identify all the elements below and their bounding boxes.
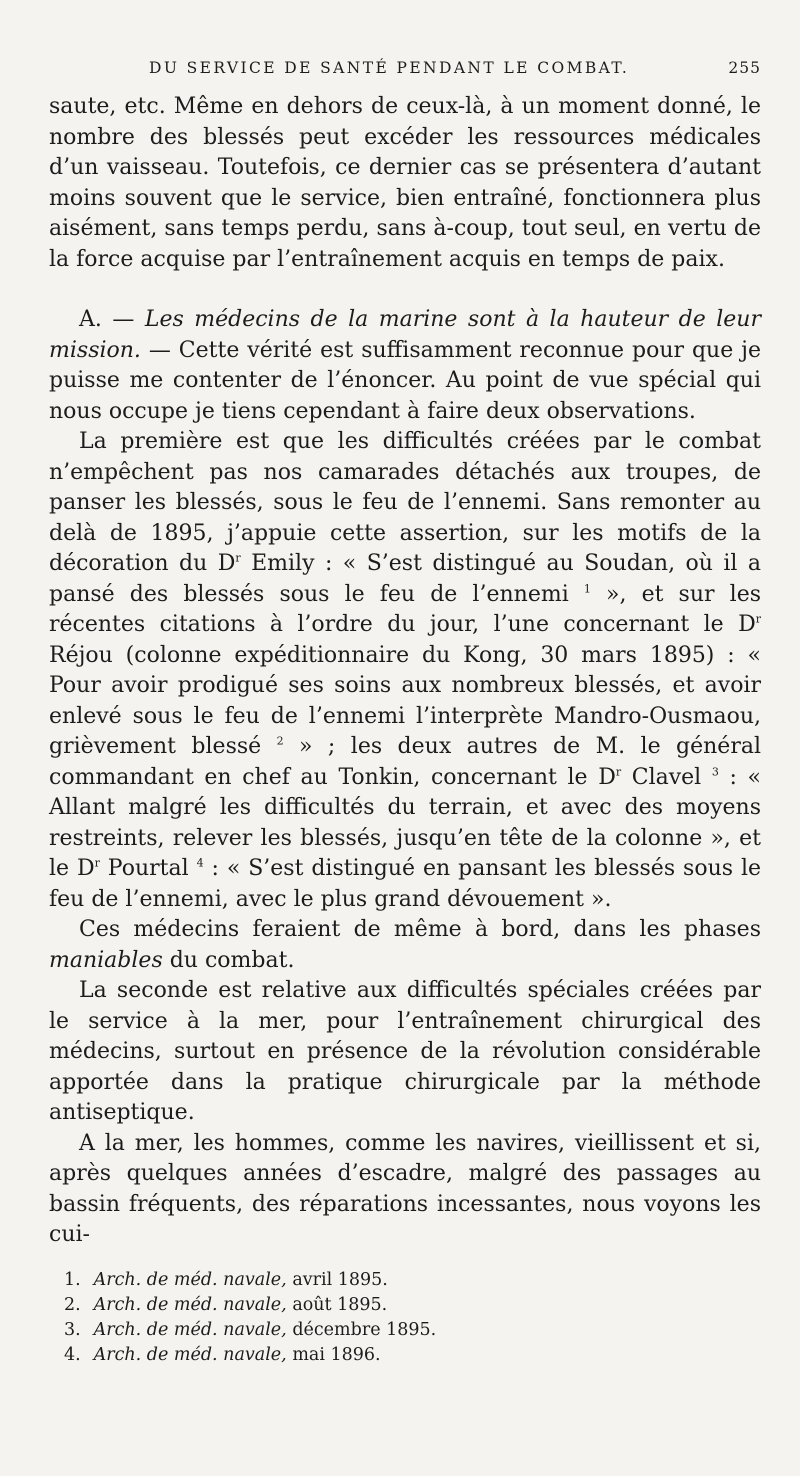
page [49,58,761,1251]
page-number: 255 [728,59,761,77]
paragraph: Ces médecins feraient de même à bord, dans les phases maniables du combat. [49,917,761,973]
footnote-ref: 3 [711,765,719,779]
running-head [49,58,761,78]
footnote: 2. Arch. de méd. navale, août 1895. [64,1295,388,1315]
section-paragraph: A. — Les médecins de la marine sont à la hauteur de leur mission. — Cette vérité est suffisamment reconnue pour que je puisse me contenter de l’énoncer. Au point de vue spécial qui nous occupe je tiens cependant à faire deux observations. [49,307,761,424]
section-label: A. — [79,307,145,332]
footnote-ref: 1 [583,582,591,596]
footnote: 1. Arch. de méd. navale, avril 1895. [64,1270,388,1290]
footnote: 4. Arch. de méd. navale, mai 1896. [64,1345,381,1365]
paragraph: La seconde est relative aux difficultés spéciales créées par le service à la mer, pour l’entraînement chirurgical des médecins, surtout en présence de la révolution considérable apportée dans la pratique chirurgicale par la méthode antiseptique. [49,978,761,1125]
footnote: 3. Arch. de méd. navale, décembre 1895. [64,1320,437,1340]
footnote-ref: 4 [196,856,204,870]
paragraph: La première est que les difficultés créées par le combat n’empêchent pas nos camarades détachés aux troupes, de panser les blessés, sous le feu de l’ennemi. Sans remonter au delà de 1895, j’appuie cette assertion, sur les motifs de la décoration du $D^r$ Emily : « S’est distingué au Soudan, où il a pansé des blessés sous le feu de l’ennemi $^1$ », et sur les récentes citations à l’ordre du jour, l’une concernant le $D^r$ Réjou (colonne expéditionnaire du Kong, 30 mars 1895) : « Pour avoir prodigué ses soins aux nombreux blessés, et avoir enlevé sous le feu de l’ennemi l’interprète Mandro-Ousmaou, grièvement blessé $^2$ » ; les deux autres de M. le général commandant en chef au Tonkin, concernant le $D^r$ Clavel $^3$ : « Allant malgré les difficultés du terrain, et avec des moyens restreints, relever les blessés, jusqu’en tête de la colonne », et le $D^r$ Pourtal $^4$ : « S’est distingué en pansant les blessés sous le feu de l’ennemi, avec le plus grand dévouement ». [49,429,761,912]
body-text [49,92,761,1251]
running-title: DU SERVICE DE SANTÉ PENDANT LE COMBAT. [149,59,630,77]
paragraph: saute, etc. Même en dehors de ceux-là, à un moment donné, le nombre des blessés peut excéder les ressources médicales d’un vaisseau. Toutefois, ce dernier cas se présentera d’autant moins souvent que le service, bien entraîné, fonctionnera plus aisément, sans temps perdu, sans à-coup, tout seul, en vertu de la force acquise par l’entraînement acquis en temps de paix. [49,94,761,272]
paragraph: A la mer, les hommes, comme les navires, vieillissent et si, après quelques années d’escadre, malgré des passages au bassin fréquents, des réparations incessantes, nous voyons les cui- [49,1130,761,1247]
footnote-ref: 2 [276,734,284,748]
section-title: Les médecins de la marine sont à la hauteur de leur mission. [49,307,761,363]
footnotes [64,1268,754,1368]
